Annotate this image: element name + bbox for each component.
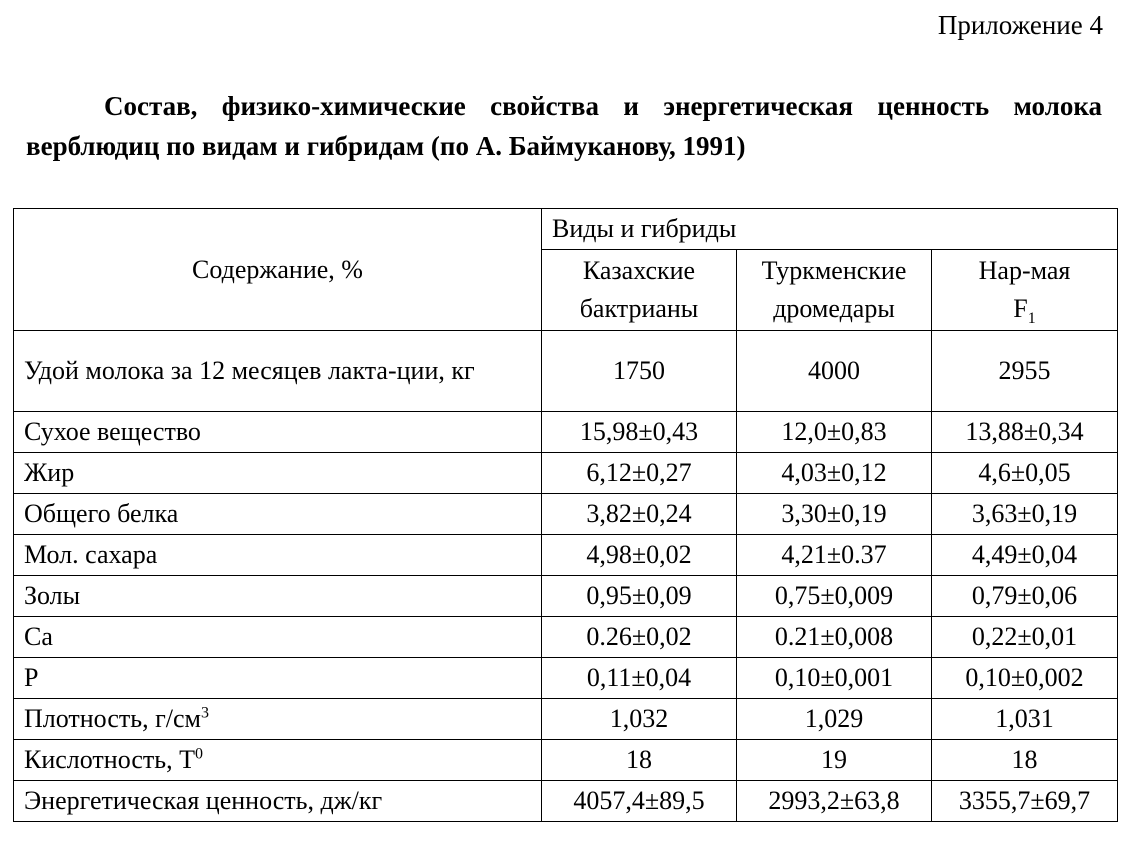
table-cell: 18 xyxy=(932,740,1118,781)
table-cell: 4,49±0,04 xyxy=(932,535,1118,576)
table-cell: 0,11±0,04 xyxy=(542,658,737,699)
table-cell: 12,0±0,83 xyxy=(737,412,932,453)
table-cell: 1,031 xyxy=(932,699,1118,740)
table-cell: 0,10±0,001 xyxy=(737,658,932,699)
table-cell: 3,82±0,24 xyxy=(542,494,737,535)
table-cell: 4,03±0,12 xyxy=(737,453,932,494)
table-cell: 4,21±0.37 xyxy=(737,535,932,576)
table-cell: 3,30±0,19 xyxy=(737,494,932,535)
table-row xyxy=(14,617,1118,658)
row-label: Жир xyxy=(14,453,542,494)
table-cell: 0,79±0,06 xyxy=(932,576,1118,617)
table-row xyxy=(14,576,1118,617)
table-row xyxy=(14,658,1118,699)
table-cell: 1,032 xyxy=(542,699,737,740)
column-header-kazakh-bactrians: Казахские бактрианы xyxy=(542,250,737,331)
table-cell: 4000 xyxy=(737,331,932,412)
table-row xyxy=(14,412,1118,453)
table-cell: 4,98±0,02 xyxy=(542,535,737,576)
appendix-label: Приложение 4 xyxy=(937,10,1103,40)
table-cell: 3,63±0,19 xyxy=(932,494,1118,535)
table-cell: 0,95±0,09 xyxy=(542,576,737,617)
row-label: Энергетическая ценность, дж/кг xyxy=(14,781,542,822)
corner-header: Содержание, % xyxy=(14,209,542,331)
table-cell: 4,6±0,05 xyxy=(932,453,1118,494)
table-cell: 2955 xyxy=(932,331,1118,412)
row-label: Р xyxy=(14,658,542,699)
table-cell: 0,22±0,01 xyxy=(932,617,1118,658)
table-row xyxy=(14,494,1118,535)
milk-composition-table xyxy=(13,208,1118,822)
table-row xyxy=(14,535,1118,576)
column-header-turkmen-dromedaries: Туркменские дромедары xyxy=(737,250,932,331)
row-label: Золы xyxy=(14,576,542,617)
document-title: Состав, физико-химические свойства и энергетическая ценность молока верблюдиц по видам и гибридам (по А. Баймуканову, 1991) xyxy=(26,91,1102,161)
table-cell: 15,98±0,43 xyxy=(542,412,737,453)
table-cell: 6,12±0,27 xyxy=(542,453,737,494)
header-row-group xyxy=(14,209,1118,250)
table-cell: 0.21±0,008 xyxy=(737,617,932,658)
table-row xyxy=(14,331,1118,412)
table-cell: 1750 xyxy=(542,331,737,412)
table-row xyxy=(14,453,1118,494)
table-cell: 4057,4±89,5 xyxy=(542,781,737,822)
table-row xyxy=(14,740,1118,781)
table-cell: 2993,2±63,8 xyxy=(737,781,932,822)
row-label: Сухое вещество xyxy=(14,412,542,453)
row-label: Общего белка xyxy=(14,494,542,535)
table-cell: 3355,7±69,7 xyxy=(932,781,1118,822)
row-label: Удой молока за 12 месяцев лакта-ции, кг xyxy=(14,331,542,412)
row-label: Плотность, $г/см^3$ xyxy=(14,699,542,740)
row-label: Кислотность, $Т^0$ xyxy=(14,740,542,781)
column-header-nar-maya-f1: Нар-мая $F_1$ xyxy=(932,250,1118,331)
row-label: Са xyxy=(14,617,542,658)
table-cell: 13,88±0,34 xyxy=(932,412,1118,453)
table-cell: 0,75±0,009 xyxy=(737,576,932,617)
group-header: Виды и гибриды xyxy=(542,209,1118,250)
table-cell: 19 xyxy=(737,740,932,781)
table-cell: 18 xyxy=(542,740,737,781)
table-row xyxy=(14,781,1118,822)
table-cell: 0.26±0,02 xyxy=(542,617,737,658)
row-label: Мол. сахара xyxy=(14,535,542,576)
table-cell: 1,029 xyxy=(737,699,932,740)
table-cell: 0,10±0,002 xyxy=(932,658,1118,699)
table-row xyxy=(14,699,1118,740)
